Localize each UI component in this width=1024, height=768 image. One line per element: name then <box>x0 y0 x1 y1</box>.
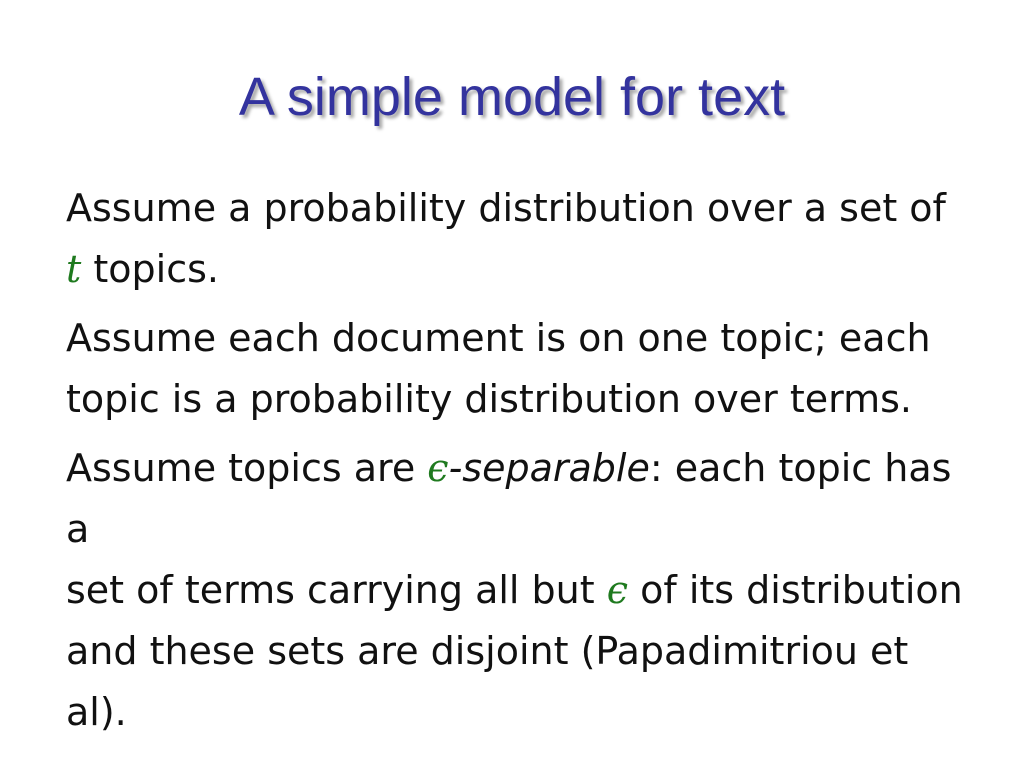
term-separable: -separable <box>448 446 650 490</box>
p2-line2: topic is a probability distribution over terms. <box>66 377 913 421</box>
slide-body <box>66 178 966 751</box>
paragraph-topics-distribution <box>66 178 966 300</box>
p3-colon-text: : each topic has a <box>66 446 952 551</box>
p3-line3: and these sets are disjoint (Papadimitriou et <box>66 629 909 673</box>
math-epsilon: ϵ <box>427 446 449 490</box>
math-variable-t: t <box>66 247 82 291</box>
math-epsilon-2: ϵ <box>606 568 629 612</box>
p1-line1: Assume a probability distribution over a set of <box>66 186 946 230</box>
p3-line2-post: of its distribution <box>628 568 963 612</box>
p3-line2-pre: set of terms carrying all but <box>66 568 607 612</box>
paragraph-document-topic <box>66 308 966 430</box>
p3-pre: Assume topics are <box>66 446 428 490</box>
p2-line1: Assume each document is on one topic; each <box>66 316 931 360</box>
p3-line4: al). <box>66 690 127 734</box>
p1-line2-rest: topics. <box>81 247 219 291</box>
paragraph-epsilon-separable <box>66 438 966 743</box>
slide-title: A simple model for text <box>238 67 786 127</box>
